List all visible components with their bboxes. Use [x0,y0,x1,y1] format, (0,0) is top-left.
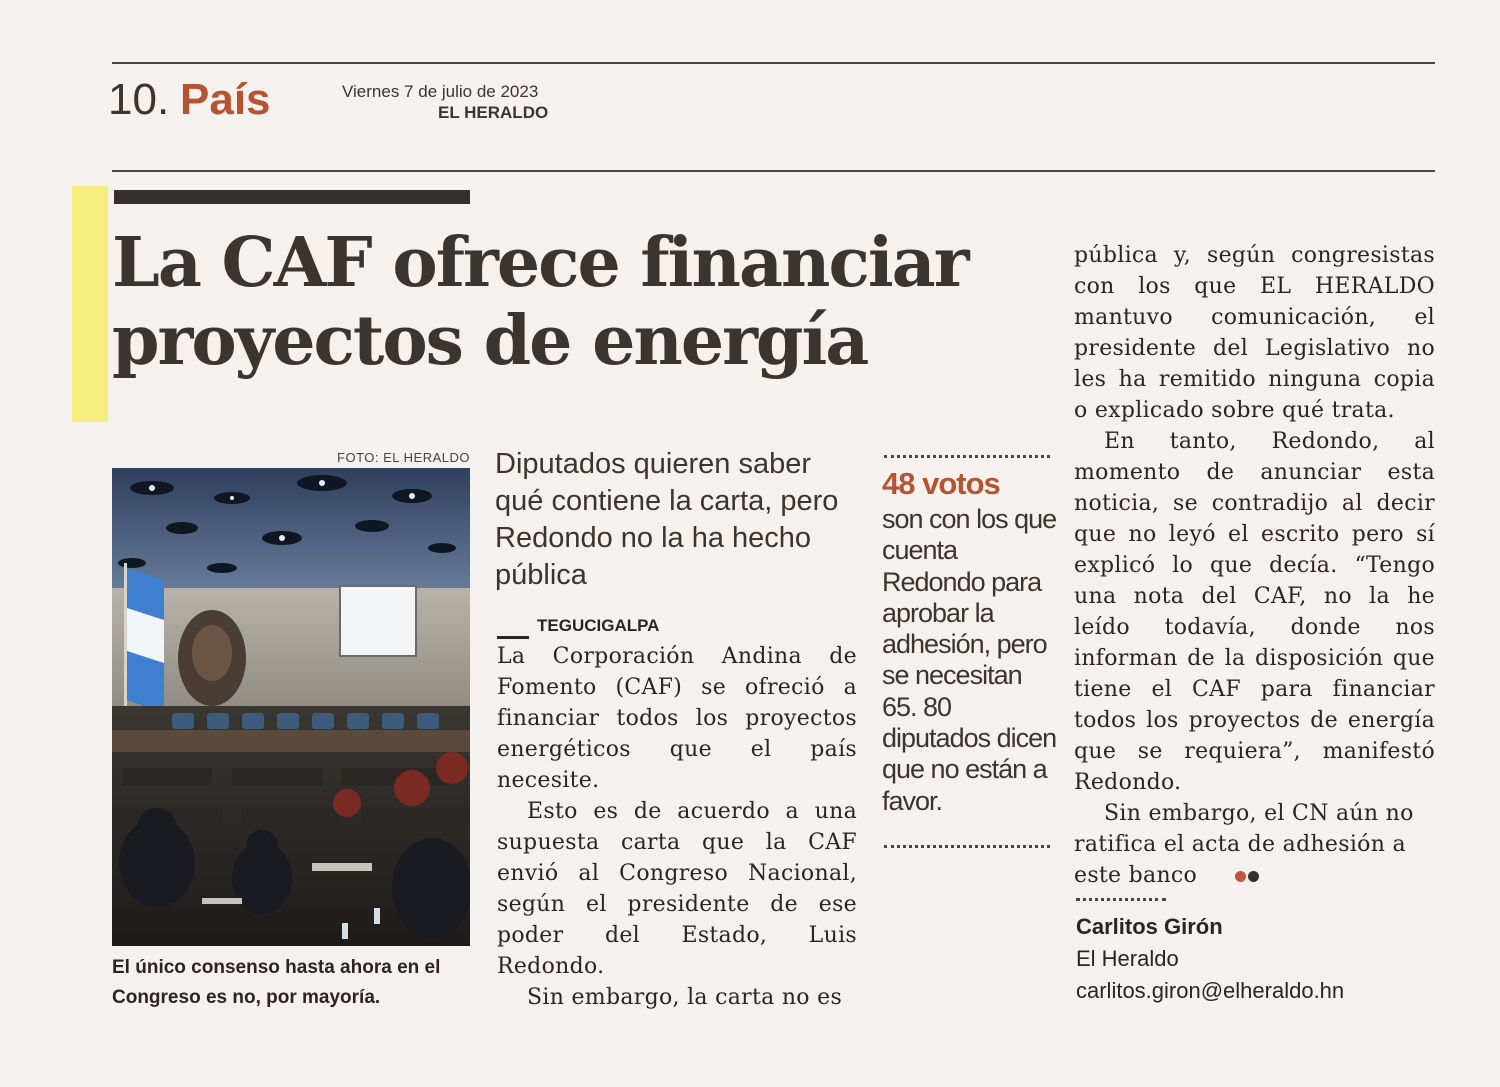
congress-photo [112,468,470,946]
paragraph: La Corporación Andina de Fomento (CAF) se ofreció a financiar todos los proyectos energéticos que el país necesite. [497,644,857,793]
page-number: 10. [108,75,170,124]
closing-text: Sin embargo, el CN aún no ratifica el acta de adhesión a este banco [1074,801,1414,888]
pull-quote-number: 48 votos [882,466,1000,501]
headline [112,224,1042,380]
paragraph: Sin embargo, la carta no es [527,985,843,1010]
headline-bar [114,190,470,204]
article-column-1 [497,641,857,1013]
byline-rule [1076,898,1166,901]
header-rule [112,62,1435,64]
paragraph: En tanto, Redondo, al momento de anunciar esta noticia, se contradijo al decir que no leyó el escrito pero sí explicó lo que decía. “Tengo una nota del CAF, no la he leído todavía, donde nos informan de la disposición que tiene el CAF para financiar todos los proyectos de energía que se requiera”, manifestó Redondo. [1074,429,1435,795]
issue-date: Viernes 7 de julio de 2023 [342,82,539,101]
pull-quote-text: son con los que cuenta Redondo para aprobar la adhesión, pero se necesitan 65. 80 diputados dicen que no están a favor. [882,504,1057,816]
paragraph: Esto es de acuerdo a una supuesta carta que la CAF envió al Congreso Nacional, según el presidente de ese poder del Estado, Luis Redondo. [497,799,857,979]
headline-line-1: La CAF ofrece financiar [112,223,968,303]
author-email: carlitos.giron@elheraldo.hn [1076,978,1345,1003]
dateline-rule [497,636,529,639]
deck-subheading: Diputados quieren saber qué contiene la carta, pero Redondo no la ha hecho pública [495,448,839,591]
headline-line-2: proyectos de energía [112,301,868,381]
paragraph [1074,798,1435,891]
section-rule [112,170,1435,172]
dateline: TEGUCIGALPA [537,616,660,635]
author-name: Carlitos Girón [1076,914,1223,939]
pull-quote-bottom-rule [884,845,1050,848]
photo-caption: El único consenso hasta ahora en el Congreso es no, por mayoría. [112,957,441,1008]
author-organization: El Heraldo [1076,946,1179,971]
section-name: País [180,75,271,124]
paragraph: pública y, según congresistas con los que EL HERALDO mantuvo comunicación, el presidente del Legislativo no les ha remitido ninguna copia o explicado sobre qué trata. [1074,243,1435,423]
newspaper-name: EL HERALDO [438,103,549,122]
photo-credit: FOTO: EL HERALDO [337,450,470,465]
end-mark-icon [1203,860,1259,891]
pull-quote-top-rule [884,455,1050,458]
highlighter-mark [72,186,108,422]
article-column-2 [1074,240,1435,891]
